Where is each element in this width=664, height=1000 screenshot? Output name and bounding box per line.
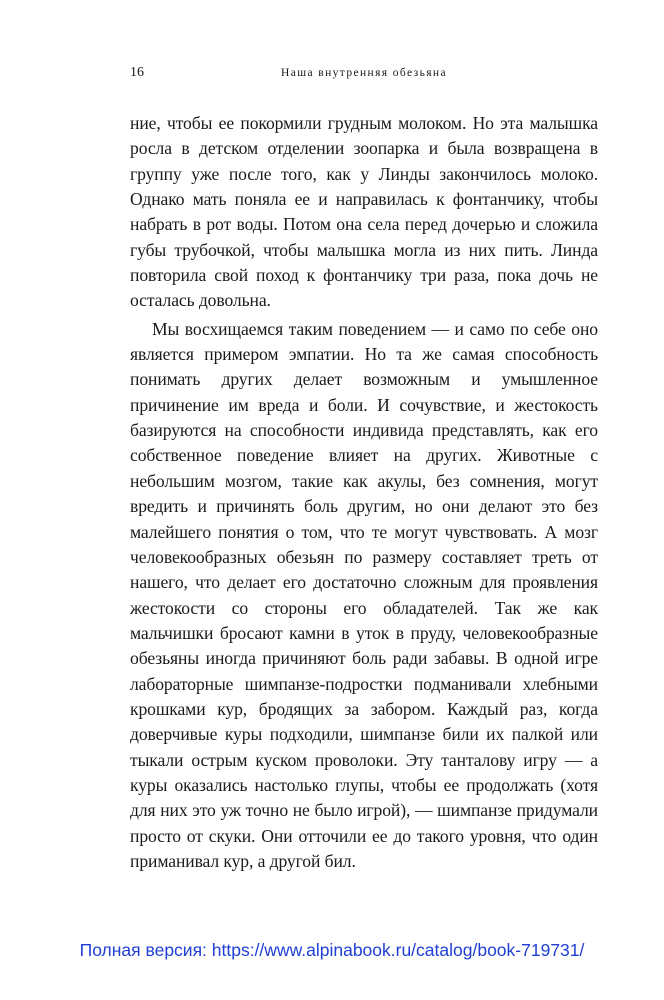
body-text: [130, 111, 598, 874]
running-title: Наша внутренняя обезьяна: [281, 67, 447, 79]
paragraph-continuation: ние, чтобы ее покормили грудным молоком. Но эта малышка росла в детском отделении зоопарка и была возвращена в группу уже после того, как у Линды закончилось молоко. Однако мать поняла ее и направилась к фонтанчику, чтобы набрать в рот воды. Потом она села перед дочерью и сложила губы трубочкой, чтобы малышка могла из них пить. Линда повторила свой поход к фонтанчику три раза, пока дочь не осталась довольна.: [130, 113, 598, 311]
running-head: [130, 63, 598, 83]
page-number: 16: [130, 65, 144, 80]
full-version-link[interactable]: Полная версия: https://www.alpinabook.ru/catalog/book-719731/: [79, 940, 585, 960]
paragraph-empathy-cruelty: Мы восхищаемся таким поведением — и само по себе оно является примером эмпатии. Но та же самая способность понимать других делает возможным и умышленное причинение им вреда и боли. И сочувствие, и жестокость базируются на способности индивида представлять, как его собственное поведение влияет на других. Животные с небольшим мозгом, такие как акулы, без сомнения, могут вредить и причинять боль другим, но они делают это без малейшего понятия о том, что те могут чувствовать. А мозг человекообразных обезьян по размеру составляет треть от нашего, что делает его достаточно сложным для проявления жестокости со стороны его обладателей. Так же как мальчишки бросают камни в уток в пруду, человекообразные обезьяны иногда причиняют боль ради забавы. В одной игре лабораторные шимпанзе-подростки подманивали хлебными крошками кур, бродящих за забором. Каждый раз, когда доверчивые куры подходили, шимпанзе били их палкой или тыкали острым куском проволоки. Эту танталову игру — а куры оказались настолько глупы, чтобы ее продолжать (хотя для них это уж точно не было игрой), — шимпанзе придумали просто от скуки. Они отточили ее до такого уровня, что один приманивал кур, а другой бил.: [130, 318, 598, 871]
